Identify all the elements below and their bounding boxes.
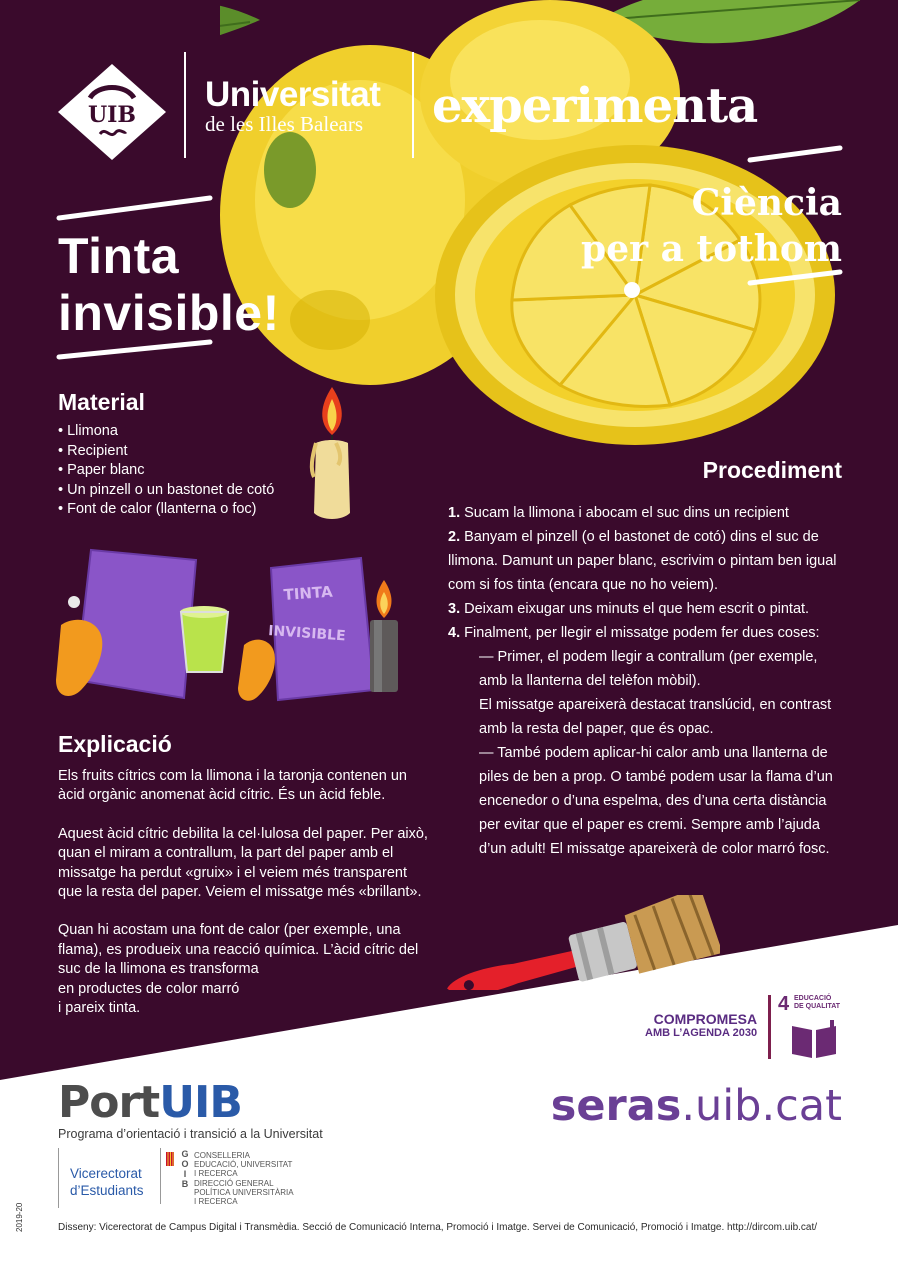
- sdg-label-line2: DE QUALITAT: [794, 1003, 841, 1010]
- step-number: 3.: [448, 601, 461, 617]
- material-item: • Paper blanc: [58, 461, 318, 481]
- paintbrush-icon: [440, 895, 720, 990]
- portuib-logo: [58, 1078, 242, 1128]
- explanation-paragraph-1: Els fruits cítrics com la llimona i la taronja contenen un àcid orgànic anomenat àcid cítric. És un àcid feble.: [58, 768, 407, 804]
- procedure-option-2b: d’un adult! El missatge apareixerà de color marró fosc.: [479, 841, 830, 857]
- procedure-option-1b: El missatge apareixerà destacat translúcid, en contrast amb la resta del paper, que és opac.: [479, 697, 832, 737]
- explanation-p3-line1: Quan hi acostam una font de calor (per exemple, una flama), es produeix una reacció química. L’àcid cítric del suc de la llimona es transforma: [58, 922, 419, 978]
- seras-bold: seras: [550, 1081, 682, 1131]
- conselleria-line: POLÍTICA UNIVERSITÀRIA: [194, 1187, 294, 1197]
- goib-letter: O: [181, 1159, 189, 1169]
- material-item: • Recipient: [58, 442, 318, 462]
- step-text: Finalment, per llegir el missatge podem fer dues coses:: [460, 625, 820, 641]
- procedure-steps: [448, 501, 848, 861]
- explanation-heading: Explicació: [58, 731, 172, 757]
- vicerectorat-line2: d’Estudiants: [70, 1183, 144, 1198]
- step-text: Banyam el pinzell (o el bastonet de cotó) dins el suc de llimona. Damunt un paper blanc, escrivim o pintam ben igual com si fos tinta (encara que no ho veiem).: [448, 529, 837, 593]
- step-number: 1.: [448, 505, 461, 521]
- header-divider-2: [412, 52, 414, 158]
- step-number: 2.: [448, 529, 461, 545]
- year-label: [13, 1198, 33, 1238]
- procedure-step-3: [448, 597, 848, 621]
- svg-text:UIB: UIB: [87, 102, 137, 128]
- govern-divider: [160, 1148, 161, 1204]
- goib-letter: I: [183, 1169, 187, 1179]
- procedure-heading: Procediment: [702, 457, 842, 483]
- seras-url[interactable]: [551, 1080, 842, 1132]
- brand-experimenta: experimenta: [432, 78, 758, 134]
- conselleria-line: I RECERCA: [194, 1169, 238, 1179]
- tagline: [522, 180, 842, 272]
- explanation-paragraph-3: [58, 921, 428, 1018]
- university-name-line2: de les Illes Balears: [205, 112, 364, 136]
- material-heading: Material: [58, 389, 145, 415]
- material-list: [58, 422, 318, 520]
- procedure-option-1a: — Primer, el podem llegir a contrallum (per exemple, amb la llanterna del telèfon mòbil).: [479, 649, 818, 689]
- goib-letter: B: [181, 1179, 189, 1189]
- paper-text-line2: INVISIBLE: [267, 623, 347, 645]
- seras-rest: .uib.cat: [681, 1081, 842, 1131]
- tagline-line2: per a tothom: [581, 228, 842, 270]
- portuib-subtitle: Programa d’orientació i transició a la Universitat: [58, 1127, 323, 1141]
- explanation-paragraph-2: Aquest àcid cítric debilita la cel·lulosa del paper. Per això, quan el miram a contrallum, la part del paper amb el missatge ha perdut «gruix» i el veiem més transparent que la resta del paper. Veiem el missatge més «brillant».: [58, 825, 428, 901]
- sdg-number: 4: [778, 993, 790, 1015]
- step-text: Deixam eixugar uns minuts el que hem escrit o pintat.: [460, 601, 810, 617]
- uib-logo: [56, 62, 168, 162]
- conselleria-line: CONSELLERIA: [194, 1151, 251, 1160]
- book-icon: [790, 1020, 838, 1060]
- portuib-part2: UIB: [159, 1077, 242, 1128]
- agenda-2030: [645, 1012, 757, 1039]
- agenda-line2: AMB L’AGENDA 2030: [645, 1027, 758, 1039]
- paper-text-line1: TINTA: [283, 582, 334, 604]
- explanation-text: [58, 767, 428, 1018]
- conselleria-line: I RECERCA: [194, 1197, 238, 1207]
- candle-icon: [306, 385, 358, 525]
- vicerectorat-line1: Vicerectorat: [70, 1166, 142, 1181]
- procedure-step-4: [448, 621, 848, 645]
- agenda-line1: COMPROMESA: [653, 1011, 758, 1027]
- explanation-p3-line3: i pareix tinta.: [58, 1000, 141, 1017]
- goib-letters: [181, 1149, 189, 1189]
- conselleria-text: [194, 1151, 294, 1206]
- procedure-step-1: [448, 501, 848, 525]
- material-item: • Un pinzell o un bastonet de cotó: [58, 481, 318, 501]
- procedure-step-2: [448, 525, 848, 597]
- header-divider-1: [184, 52, 186, 158]
- step-number: 4.: [448, 625, 461, 641]
- procedure-option-2a: — També podem aplicar-hi calor amb una llanterna de piles de ben a prop. O també podem usar la flama d’un encenedor o d’una espelma, des d’una certa distància per evitar que el paper es cremi. Sempre amb l’ajuda: [479, 745, 833, 833]
- sdg-label-line1: EDUCACIÓ: [794, 995, 832, 1002]
- conselleria-line: DIRECCIÓ GENERAL: [194, 1178, 274, 1188]
- material-item: • Font de calor (llanterna o foc): [58, 500, 318, 520]
- agenda-divider: [768, 995, 771, 1059]
- title-line1: Tinta: [58, 228, 180, 284]
- goib-letter: G: [181, 1149, 189, 1159]
- title-line2: invisible!: [58, 285, 280, 341]
- material-section: [58, 388, 318, 520]
- experiment-illustration: [56, 540, 416, 720]
- design-credits: Disseny: Vicerectorat de Campus Digital i Transmèdia. Secció de Comunicació Interna, Promoció i Imatge. Servei de Comunicació, Promoció i Imatge. http://dircom.uib.cat/: [58, 1222, 818, 1233]
- govern-flag-icon: [166, 1152, 174, 1166]
- vicerectorat-label: [70, 1165, 144, 1199]
- tagline-line1: Ciència: [691, 182, 842, 224]
- year-text: 2019-20: [15, 1202, 24, 1232]
- page-title: [58, 228, 280, 342]
- conselleria-line: EDUCACIÓ, UNIVERSITAT: [194, 1160, 293, 1170]
- material-item: • Llimona: [58, 422, 318, 442]
- explanation-p3-line2: en productes de color marró: [58, 980, 240, 997]
- portuib-part1: Port: [58, 1077, 160, 1128]
- university-name-line1: Universitat: [205, 75, 381, 114]
- university-name: [205, 75, 381, 136]
- sdg-label: [794, 995, 840, 1011]
- step-text: Sucam la llimona i abocam el suc dins un recipient: [460, 505, 789, 521]
